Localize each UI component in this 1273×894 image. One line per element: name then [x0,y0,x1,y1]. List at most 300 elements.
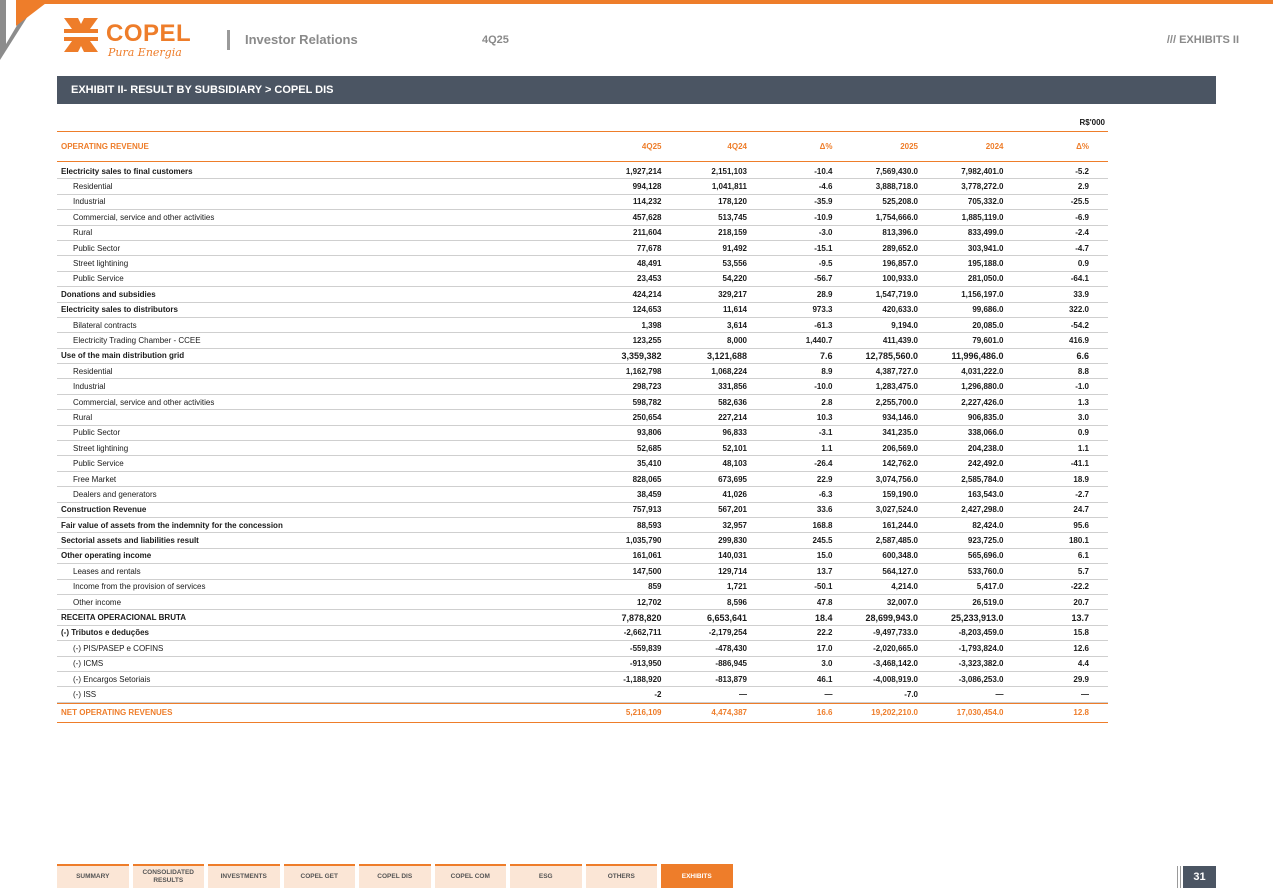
row-value: -913,950 [629,659,662,669]
row-value: 124,653 [632,305,662,315]
row-label: Bilateral contracts [73,320,137,330]
row-value: 54,220 [722,274,747,284]
row-value: 28.9 [816,289,833,299]
row-label: Other operating income [61,551,152,561]
row-value: 47.8 [816,597,833,607]
row-label: Dealers and generators [73,489,157,499]
row-value: 3.0 [821,659,833,669]
row-value: 533,760.0 [967,566,1004,576]
row-value: 28,699,943.0 [865,612,918,623]
row-value: 52,685 [637,443,662,453]
row-value: -6.9 [1075,212,1089,222]
row-label: (-) ICMS [73,659,104,669]
row-value: 1,885,119.0 [961,212,1004,222]
row-value: 227,214 [718,412,747,422]
row-value: 22.9 [816,474,833,484]
row-value: 1,162,798 [625,366,662,376]
row-value: 4,474,387 [711,708,747,718]
nav-tab-consolidated-results[interactable]: CONSOLIDATED RESULTS [133,864,205,888]
table-row [57,672,1108,687]
column-header: OPERATING REVENUE [61,142,149,151]
row-value: 204,238.0 [967,443,1004,453]
row-value: 15.0 [816,551,833,561]
row-value: 206,569.0 [882,443,918,453]
row-value: -56.7 [814,274,833,284]
operating-revenue-table [57,114,1108,723]
row-value: 525,208.0 [882,197,918,207]
row-value: 32,957 [722,520,747,530]
exhibit-title-bar: EXHIBIT II- RESULT BY SUBSIDIARY > COPEL DIS [57,76,1216,104]
row-value: 973.3 [812,305,833,315]
row-value: 32,007.0 [886,597,918,607]
table-row [57,333,1108,348]
row-value: -1,793,824.0 [958,643,1004,653]
row-label: (-) Encargos Setoriais [73,674,151,684]
row-label: Industrial [73,382,106,392]
nav-tab-copel-get[interactable]: COPEL GET [284,864,356,888]
row-value: 0.9 [1077,259,1089,269]
row-value: 242,492.0 [967,459,1004,469]
row-value: 88,593 [637,520,662,530]
row-value: 4,214.0 [891,582,918,592]
table-row [57,518,1108,533]
row-value: 26,519.0 [972,597,1004,607]
row-value: 5,216,109 [625,708,662,718]
table-row [57,241,1108,256]
row-value: 420,633.0 [882,305,918,315]
table-row [57,303,1108,318]
row-value: 10.3 [816,412,833,422]
table-row [57,349,1108,364]
row-label: Residential [73,366,113,376]
row-value: 178,120 [718,197,747,207]
table-row [57,641,1108,656]
row-value: 114,232 [633,197,662,207]
row-value: — [739,689,747,699]
row-value: 195,188.0 [967,259,1004,269]
row-value: -61.3 [814,320,833,330]
table-row [57,441,1108,456]
row-value: 6,653,641 [706,612,747,623]
row-value: -41.1 [1070,459,1089,469]
row-label: Public Sector [73,243,121,253]
row-value: -25.5 [1070,197,1089,207]
row-value: 161,061 [632,551,662,561]
row-value: -9.5 [818,259,833,269]
row-value: 1,035,790 [625,536,662,546]
row-value: 77,678 [637,243,662,253]
row-label: Commercial, service and other activities [73,397,215,407]
row-value: 338,066.0 [967,428,1004,438]
row-value: 303,941.0 [967,243,1004,253]
row-value: -2.4 [1075,228,1089,238]
row-value: 41,026 [722,489,747,499]
row-value: 673,695 [718,474,747,484]
row-value: — [1081,689,1089,699]
row-value: 2,427,298.0 [961,505,1004,515]
row-value: -54.2 [1070,320,1089,330]
table-row [57,533,1108,548]
row-value: 3,027,524.0 [875,505,918,515]
row-label: Income from the provision of services [73,582,206,592]
row-value: 33.6 [816,505,833,515]
row-value: 17.0 [816,643,833,653]
row-value: 1,041,811 [711,182,747,192]
column-header: 2024 [985,142,1004,151]
table-row [57,287,1108,302]
row-value: 123,255 [632,335,662,345]
row-value: -4.7 [1075,243,1089,253]
row-label: Donations and subsidies [61,289,156,299]
row-value: 52,101 [722,443,747,453]
column-header: Δ% [1076,142,1089,151]
row-value: -2.7 [1075,489,1089,499]
row-value: 1,296,880.0 [961,382,1004,392]
row-value: 46.1 [816,674,833,684]
table-row [57,456,1108,471]
row-label: Residential [73,182,113,192]
row-value: 0.9 [1077,428,1089,438]
row-value: 96,833 [722,428,747,438]
row-value: -478,430 [715,643,747,653]
row-value: -559,839 [629,643,662,653]
row-value: 163,543.0 [967,489,1004,499]
row-value: -7.0 [904,689,918,699]
table-row [57,179,1108,194]
row-value: 12,785,560.0 [865,350,918,361]
row-value: -3,323,382.0 [958,659,1004,669]
row-value: 416.9 [1068,335,1089,345]
row-value: 923,725.0 [967,536,1004,546]
row-value: 38,459 [637,489,662,499]
row-value: -9,497,733.0 [873,628,918,638]
nav-tab-others[interactable]: OTHERS [586,864,658,888]
page-number: 31 [1183,866,1216,888]
row-value: 79,601.0 [972,335,1004,345]
row-label: (-) Tributos e deduções [61,628,150,638]
bottom-navigation [57,864,733,888]
row-value: 35,410 [637,459,662,469]
row-value: 53,556 [722,259,747,269]
row-value: 1,440.7 [805,335,833,345]
row-value: 140,031 [718,551,747,561]
row-value: -2,662,711 [623,628,662,638]
table-header-row [57,132,1108,162]
row-value: 218,159 [718,228,747,238]
table-row [57,549,1108,564]
row-value: 6.1 [1077,551,1089,561]
row-value: 29.9 [1073,674,1089,684]
row-value: 147,500 [632,566,662,576]
row-value: -10.9 [814,212,833,222]
row-value: 3,121,688 [706,350,747,361]
row-value: 1,721 [726,582,747,592]
row-label: Use of the main distribution grid [61,351,185,361]
row-value: 411,439.0 [882,335,918,345]
row-value: -8,203,459.0 [958,628,1004,638]
row-value: 513,745 [718,212,747,222]
row-value: 299,830 [718,536,747,546]
row-value: -4.6 [818,182,833,192]
row-label: Commercial, service and other activities [73,212,215,222]
row-value: 3,074,756.0 [875,474,918,484]
row-value: 424,214 [632,289,662,299]
row-value: 5,417.0 [976,582,1004,592]
row-value: 1,398 [641,320,662,330]
row-value: 18.4 [814,612,833,623]
page-number-divider [1177,866,1181,888]
row-value: 19,202,210.0 [871,708,918,718]
row-value: 11,614 [722,305,747,315]
row-value: 7.6 [819,350,833,361]
table-row [57,364,1108,379]
row-value: 12.6 [1073,643,1089,653]
row-value: 2,227,426.0 [961,397,1004,407]
header-section-title: Investor Relations [245,32,358,47]
row-value: 11,996,486.0 [951,350,1004,361]
row-value: 12,702 [637,597,662,607]
table-row [57,410,1108,425]
row-value: 22.2 [816,628,833,638]
table-row [57,595,1108,610]
column-header: 2025 [900,142,918,151]
row-value: -2,020,665.0 [873,643,918,653]
row-value: 1,927,214 [625,166,662,176]
row-value: -1,188,920 [623,674,662,684]
row-value: — [995,689,1004,699]
row-value: 7,878,820 [621,612,662,623]
unit-row [57,114,1108,132]
row-value: 1.1 [1077,443,1089,453]
row-value: 95.6 [1073,520,1089,530]
table-row [57,687,1108,702]
row-value: -2,179,254 [708,628,747,638]
row-value: 298,723 [632,382,662,392]
row-value: 2,585,784.0 [961,474,1004,484]
table-row [57,226,1108,241]
row-value: -64.1 [1070,274,1089,284]
table-row [57,564,1108,579]
row-value: 8,596 [726,597,747,607]
row-value: 2.8 [821,397,833,407]
row-value: -26.4 [814,459,833,469]
row-label: Street lightining [73,443,129,453]
table-row [57,164,1108,179]
row-value: 859 [648,582,662,592]
row-value: -3,468,142.0 [873,659,918,669]
row-value: 180.1 [1068,536,1089,546]
row-value: -10.0 [814,382,833,392]
row-value: 3,359,382 [621,350,662,361]
row-value: 1,068,224 [711,366,747,376]
row-label: Street lightining [73,259,129,269]
table-row [57,472,1108,487]
row-value: -2 [654,689,662,699]
row-label: Leases and rentals [73,566,141,576]
header-period: 4Q25 [482,34,509,46]
row-value: 322.0 [1068,305,1089,315]
row-value: 565,696.0 [967,551,1004,561]
row-value: -22.2 [1070,582,1089,592]
row-value: 159,190.0 [882,489,918,499]
row-value: 3.0 [1077,412,1089,422]
row-value: 329,217 [718,289,747,299]
row-value: 4.4 [1077,659,1089,669]
row-value: 1,156,197.0 [961,289,1004,299]
row-value: 13.7 [1071,612,1089,623]
row-value: 906,835.0 [967,412,1004,422]
row-label: Public Service [73,459,124,469]
copel-logo [62,14,192,62]
row-value: 250,654 [632,412,662,422]
row-value: 99,686.0 [972,305,1004,315]
table-row [57,256,1108,271]
row-label: Public Sector [73,428,121,438]
row-value: 3,888,718.0 [875,182,918,192]
row-label: Rural [73,228,93,238]
row-value: 8.9 [821,366,833,376]
row-value: -15.1 [814,243,833,253]
row-value: 1,283,475.0 [875,382,918,392]
row-label: Sectorial assets and liabilities result [61,536,199,546]
row-value: 93,806 [637,428,662,438]
row-label: NET OPERATING REVENUES [61,708,173,718]
table-row [57,610,1108,625]
row-value: 4,031,222.0 [961,366,1004,376]
nav-tab-copel-com[interactable]: COPEL COM [435,864,507,888]
table-row [57,318,1108,333]
row-label: Construction Revenue [61,505,147,515]
row-value: 813,396.0 [882,228,918,238]
column-header: Δ% [819,142,833,151]
table-row [57,487,1108,502]
row-value: 211,604 [633,228,662,238]
row-value: 8,000 [726,335,747,345]
logo-text: COPEL [106,20,192,47]
top-accent-line [0,0,1273,4]
row-value: 33.9 [1073,289,1089,299]
row-value: 18.9 [1073,474,1089,484]
row-value: 15.8 [1073,628,1089,638]
row-value: 24.7 [1073,505,1089,515]
header-divider [227,30,230,50]
nav-tab-exhibits[interactable]: EXHIBITS [661,864,733,888]
row-value: 7,982,401.0 [961,166,1004,176]
row-value: 48,103 [722,459,747,469]
table-row [57,626,1108,641]
row-value: 168.8 [812,520,833,530]
row-value: -813,879 [715,674,747,684]
nav-tab-esg[interactable]: ESG [510,864,582,888]
table-row [57,379,1108,394]
header-exhibit-tag: /// EXHIBITS II [1166,34,1239,46]
row-value: 289,652.0 [882,243,918,253]
row-value: 48,491 [637,259,662,269]
row-value: 341,235.0 [882,428,918,438]
row-value: -50.1 [814,582,833,592]
table-row [57,426,1108,441]
row-label: Free Market [73,474,117,484]
row-value: 142,762.0 [882,459,918,469]
copel-logo-icon [62,16,100,54]
row-value: 582,636 [718,397,747,407]
row-label: (-) ISS [73,689,97,699]
row-value: — [824,689,833,699]
unit-label: R$'000 [1079,118,1105,127]
row-value: 25,233,913.0 [950,612,1004,623]
row-value: 12.8 [1073,708,1089,718]
row-value: 245.5 [812,536,833,546]
row-value: 23,453 [637,274,662,284]
row-value: -3.1 [818,428,833,438]
row-value: 1.3 [1077,397,1089,407]
row-value: 7,569,430.0 [875,166,918,176]
table-body [57,164,1108,703]
nav-tab-investments[interactable]: INVESTMENTS [208,864,280,888]
row-value: 17,030,454.0 [956,708,1004,718]
row-value: 828,065 [632,474,662,484]
column-header: 4Q25 [641,142,662,151]
row-value: 5.7 [1077,566,1089,576]
row-value: -3.0 [818,228,833,238]
table-row [57,503,1108,518]
table-row [57,195,1108,210]
row-value: 598,782 [632,397,662,407]
row-value: 567,201 [718,505,747,515]
row-value: 6.6 [1076,350,1089,361]
table-row [57,210,1108,225]
row-value: 1,547,719.0 [875,289,918,299]
row-value: 705,332.0 [967,197,1004,207]
corner-decoration-orange [16,0,50,26]
row-value: 1.1 [821,443,833,453]
table-row [57,272,1108,287]
logo-tagline: Pura Energia [108,46,182,59]
row-value: 100,933.0 [882,274,918,284]
row-value: 3,778,272.0 [961,182,1004,192]
row-value: 161,244.0 [882,520,918,530]
row-value: -10.4 [814,166,833,176]
row-label: Public Service [73,274,124,284]
row-value: 281,050.0 [967,274,1004,284]
row-value: 833,499.0 [967,228,1004,238]
row-label: Electricity sales to final customers [61,166,193,176]
table-row [57,395,1108,410]
row-label: Electricity Trading Chamber - CCEE [73,335,201,345]
row-value: 129,714 [718,566,747,576]
row-value: 457,628 [632,212,662,222]
row-value: -886,945 [715,659,747,669]
row-value: -6.3 [818,489,833,499]
row-value: 1,754,666.0 [875,212,918,222]
nav-tab-summary[interactable]: SUMMARY [57,864,129,888]
row-label: Electricity sales to distributors [61,305,178,315]
row-value: 600,348.0 [882,551,918,561]
row-value: 4,387,727.0 [875,366,918,376]
row-value: 16.6 [816,708,833,718]
table-row [57,657,1108,672]
row-value: 757,913 [632,505,662,515]
row-value: 8.8 [1077,366,1089,376]
row-value: 3,614 [726,320,747,330]
row-value: -1.0 [1075,382,1089,392]
row-value: 2,255,700.0 [875,397,918,407]
row-label: (-) PIS/PASEP e COFINS [73,643,164,653]
nav-tab-copel-dis[interactable]: COPEL DIS [359,864,431,888]
row-value: 82,424.0 [972,520,1004,530]
net-revenue-row [57,703,1108,723]
row-value: -3,086,253.0 [958,674,1004,684]
